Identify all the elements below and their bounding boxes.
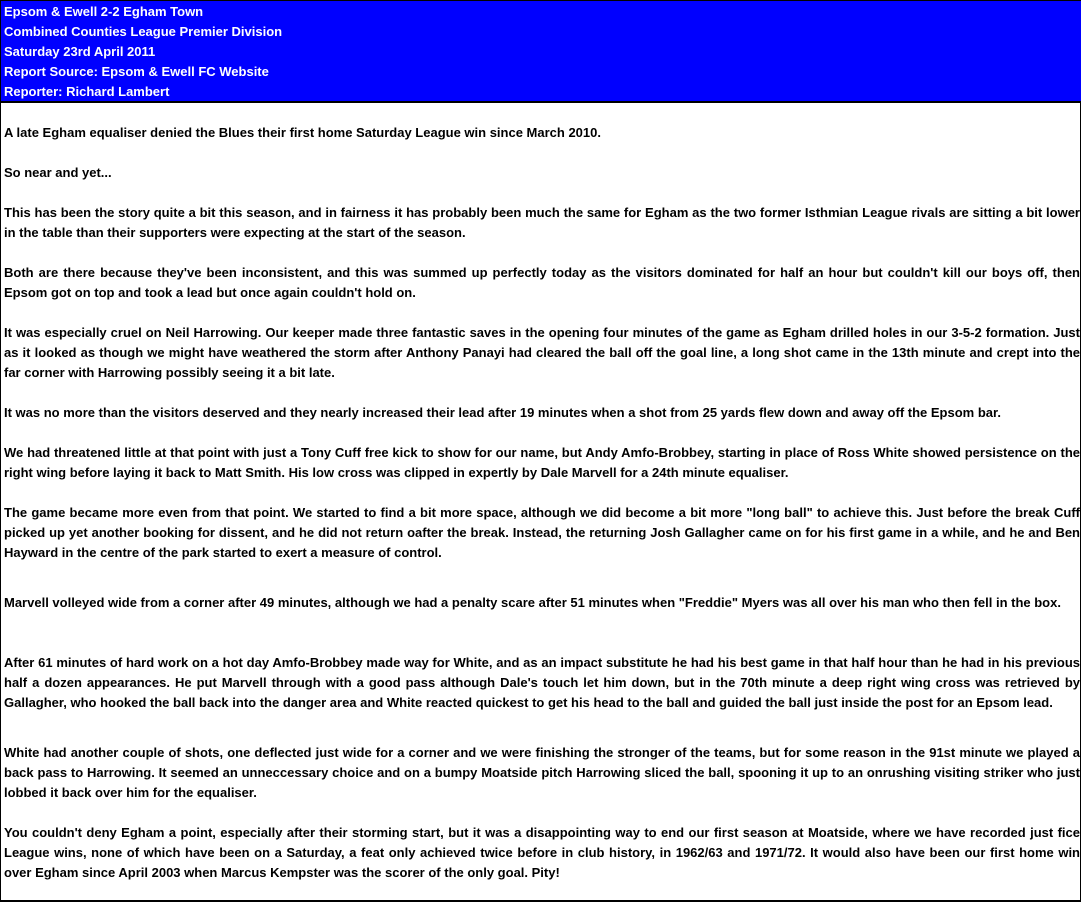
- report-paragraph: Marvell volleyed wide from a corner after 49 minutes, although we had a penalty scare after 51 minutes when "Freddie" Myers was all over his man who then fell in the box.: [4, 595, 1061, 610]
- report-paragraph: Both are there because they've been inconsistent, and this was summed up perfectly today as the visitors dominated for half an hour but couldn't kill our boys off, then Epsom got on top and took a lead but once again couldn't hold on.: [4, 265, 1080, 300]
- match-date: Saturday 23rd April 2011: [4, 44, 156, 59]
- report-source: Report Source: Epsom & Ewell FC Website: [4, 64, 269, 79]
- report-paragraph: You couldn't deny Egham a point, especially after their storming start, but it was a disappointing way to end our first season at Moatside, where we have recorded just fice League wins, none of which have been on a Saturday, a feat only achieved twice before in club history, in 1962/63 and 1971/72. It would also have been our first home win over Egham since April 2003 when Marcus Kempster was the scorer of the only goal. Pity!: [4, 825, 1080, 880]
- match-header: [1, 1, 1081, 103]
- report-paragraph: A late Egham equaliser denied the Blues their first home Saturday League win since March 2010.: [4, 125, 601, 140]
- report-paragraph: So near and yet...: [4, 165, 112, 180]
- report-paragraph: We had threatened little at that point with just a Tony Cuff free kick to show for our name, but Andy Amfo-Brobbey, starting in place of Ross White showed persistence on the right wing before laying it back to Matt Smith. His low cross was clipped in expertly by Dale Marvell for a 24th minute equaliser.: [4, 445, 1080, 480]
- report-paragraph: It was no more than the visitors deserved and they nearly increased their lead after 19 minutes when a shot from 25 yards flew down and away off the Epsom bar.: [4, 405, 1001, 420]
- match-title: Epsom & Ewell 2-2 Egham Town: [4, 4, 204, 19]
- bottom-divider: [0, 900, 1081, 902]
- report-paragraph: This has been the story quite a bit this season, and in fairness it has probably been much the same for Egham as the two former Isthmian League rivals are sitting a bit lower in the table than their supporters were expecting at the start of the season.: [4, 205, 1080, 240]
- report-paragraph: White had another couple of shots, one deflected just wide for a corner and we were finishing the stronger of the teams, but for some reason in the 91st minute we played a back pass to Harrowing. It seemed an unneccessary choice and on a bumpy Moatside pitch Harrowing sliced the ball, spooning it up to an onrushing visiting striker who just lobbed it back over him for the equaliser.: [4, 745, 1080, 800]
- report-paragraph: After 61 minutes of hard work on a hot day Amfo-Brobbey made way for White, and as an impact substitute he had his best game in that half hour than he had in his previous half a dozen appearances. He put Marvell through with a good pass although Dale's touch let him down, but in the 70th minute a deep right wing cross was retrieved by Gallagher, who hooked the ball back into the danger area and White reacted quickest to get his head to the ball and guided the ball just inside the post for an Epsom lead.: [4, 655, 1080, 710]
- competition: Combined Counties League Premier Division: [4, 24, 283, 39]
- reporter: Reporter: Richard Lambert: [4, 84, 170, 99]
- report-paragraph: It was especially cruel on Neil Harrowing. Our keeper made three fantastic saves in the opening four minutes of the game as Egham drilled holes in our 3-5-2 formation. Just as it looked as though we might have weathered the storm after Anthony Panayi had cleared the ball off the goal line, a long shot came in the 13th minute and crept into the far corner with Harrowing possibly seeing it a bit late.: [4, 325, 1080, 380]
- report-paragraph: The game became more even from that point. We started to find a bit more space, although we did become a bit more "long ball" to achieve this. Just before the break Cuff picked up yet another booking for dissent, and he did not return oafter the break. Instead, the returning Josh Gallagher came on for his first game in a while, and he and Ben Hayward in the centre of the park started to exert a measure of control.: [4, 505, 1080, 560]
